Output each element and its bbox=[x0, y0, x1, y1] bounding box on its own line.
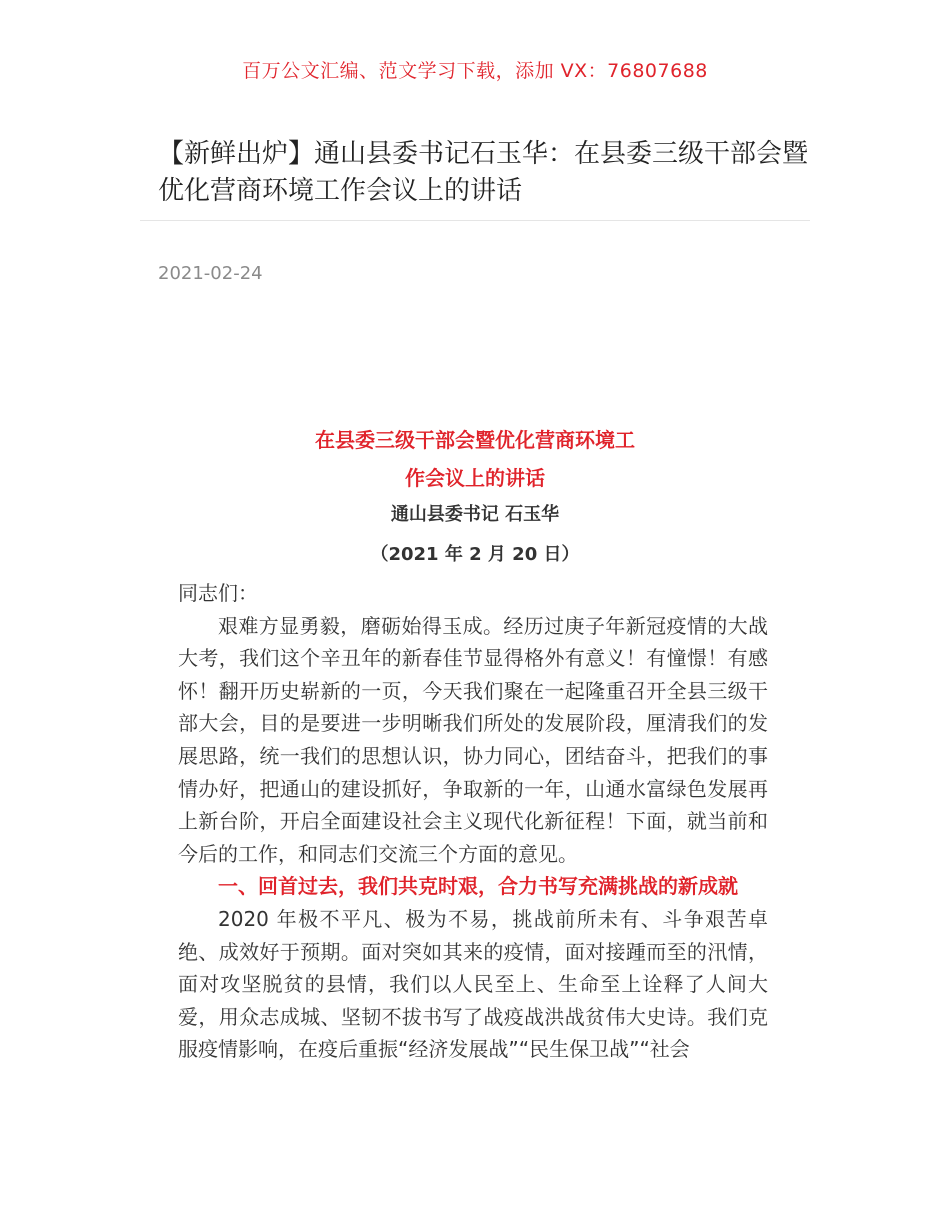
speech-body bbox=[178, 577, 768, 1066]
article-date: 2021-02-24 bbox=[158, 263, 263, 284]
greeting: 同志们： bbox=[178, 581, 258, 605]
title-divider bbox=[140, 220, 810, 221]
paragraph-2: 2020 年极不平凡、极为不易，挑战前所未有、斗争艰苦卓绝、成效好于预期。面对突如其来的疫情，面对接踵而至的汛情，面对攻坚脱贫的县情，我们以人民至上、生命至上诠释了人间大爱，用众志成城、坚韧不拔书写了战疫战洪战贫伟大史诗。我们克服疫情影响，在疫后重振“经济发展战”“民生保卫战”“社会 bbox=[178, 906, 768, 1062]
section-1-heading: 一、回首过去，我们共克时艰，合力书写充满挑战的新成就 bbox=[218, 874, 738, 899]
speech-title-line-2: 作会议上的讲话 bbox=[405, 466, 545, 490]
speech-title bbox=[0, 421, 950, 497]
article-title: 【新鲜出炉】通山县委书记石玉华：在县委三级干部会暨优化营商环境工作会议上的讲话 bbox=[158, 139, 809, 206]
speech-title-line-1: 在县委三级干部会暨优化营商环境工 bbox=[315, 428, 635, 452]
speech-date: （2021 年 2 月 20 日） bbox=[370, 544, 580, 565]
promo-banner: 百万公文汇编、范文学习下载，添加 VX：76807688 bbox=[242, 60, 708, 82]
speaker-line: 通山县委书记 石玉华 bbox=[390, 504, 560, 525]
paragraph-1: 艰难方显勇毅，磨砺始得玉成。经历过庚子年新冠疫情的大战大考，我们这个辛丑年的新春佳节显得格外有意义！有憧憬！有感怀！翻开历史崭新的一页，今天我们聚在一起隆重召开全县三级干部大会，目的是要进一步明晰我们所处的发展阶段，厘清我们的发展思路，统一我们的思想认识，协力同心，团结奋斗，把我们的事情办好，把通山的建设抓好，争取新的一年，山通水富绿色发展再上新台阶，开启全面建设社会主义现代化新征程！下面，就当前和今后的工作，和同志们交流三个方面的意见。 bbox=[178, 613, 768, 866]
